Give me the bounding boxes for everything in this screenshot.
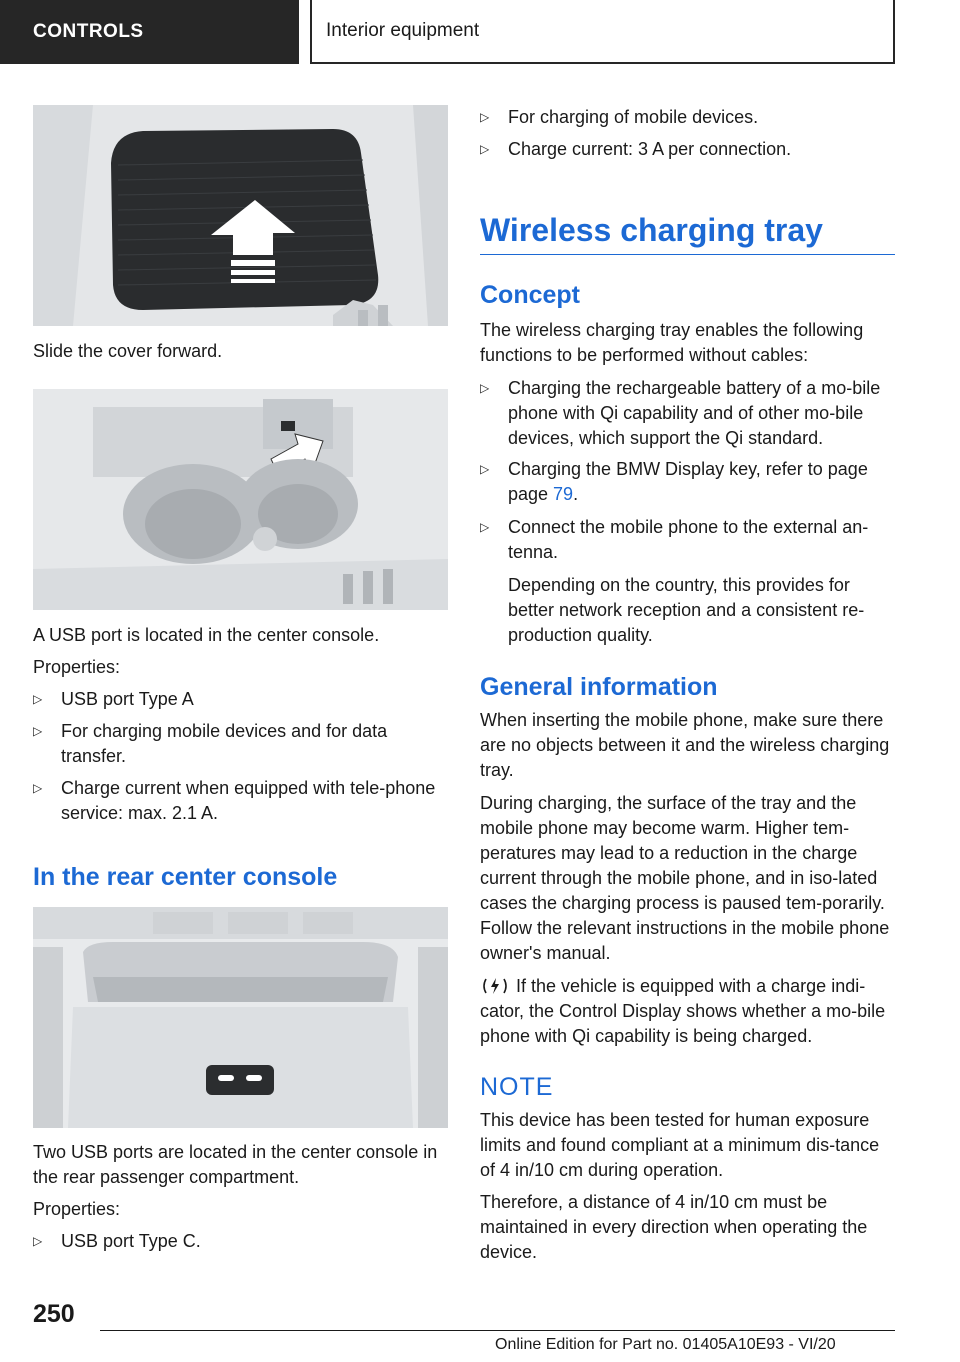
general-paragraph-2: During charging, the surface of the tray and the mobile phone may become warm. Higher tem‐peratures may lead to a reduction in the charge current through the mobile phone, and in iso‐lated cases the charging process is paused tem‐porarily. Follow the relevant instructions in the mobile phone owner's manual. bbox=[480, 793, 890, 963]
note-heading: NOTE bbox=[480, 1073, 554, 1101]
triangle-right-icon: ▷ bbox=[33, 692, 43, 706]
list-item: ▷ Charge current: 3 A per connection. bbox=[480, 137, 895, 162]
list-item: ▷ For charging mobile devices and for data transfer. bbox=[33, 721, 388, 766]
rear-console-heading: In the rear center console bbox=[33, 863, 338, 891]
triangle-right-icon: ▷ bbox=[480, 381, 490, 395]
wireless-charge-icon bbox=[480, 976, 510, 996]
properties-label: Properties: bbox=[33, 657, 121, 677]
list-item: ▷ Charging the rechargeable battery of a mo‐bile phone with Qi capability and of other mo‐bile devices, which support the Qi standard. bbox=[480, 378, 881, 448]
list-item: ▷ Connect the mobile phone to the external an‐tenna. Depending on the country, this provides for better network reception and a consistent re‐production quality. bbox=[480, 517, 869, 645]
console-cover-image bbox=[33, 105, 448, 326]
list-item: ▷ For charging of mobile devices. bbox=[480, 105, 895, 130]
list-item: ▷ Charge current when equipped with tele‐phone service: max. 2.1 A. bbox=[33, 778, 436, 823]
topic-title: Interior equipment bbox=[326, 20, 480, 41]
section-title: CONTROLS bbox=[33, 21, 144, 42]
concept-intro: The wireless charging tray enables the following functions to be performed without cables: bbox=[480, 320, 864, 365]
note-paragraph-1: This device has been tested for human exposure limits and found compliant at a minimum dis‐tance of 4 in/10 cm during operation. bbox=[480, 1110, 880, 1180]
page-number: 250 bbox=[33, 1300, 75, 1328]
footer-edition: Online Edition for Part no. 01405A10E93 - VI/20 bbox=[495, 1336, 836, 1353]
page-title: Wireless charging tray bbox=[480, 210, 895, 255]
general-info-heading: General information bbox=[480, 673, 718, 701]
triangle-right-icon: ▷ bbox=[480, 462, 490, 476]
topic-tab bbox=[310, 0, 895, 64]
caption-usb-location: A USB port is located in the center console. bbox=[33, 625, 380, 645]
caption-slide-cover: Slide the cover forward. bbox=[33, 341, 223, 361]
properties-label: Properties: bbox=[33, 1199, 121, 1219]
triangle-right-icon: ▷ bbox=[480, 142, 490, 156]
list-item: ▷ Charging the BMW Display key, refer to page page 79. bbox=[480, 459, 868, 504]
triangle-right-icon: ▷ bbox=[480, 110, 490, 124]
footer-divider bbox=[100, 1330, 895, 1331]
center-console-usb-image bbox=[33, 389, 448, 610]
triangle-right-icon: ▷ bbox=[480, 520, 490, 534]
section-tab bbox=[0, 0, 299, 64]
concept-heading: Concept bbox=[480, 281, 580, 309]
general-paragraph-3: If the vehicle is equipped with a charge indi‐cator, the Control Display shows whether a mo‐bile phone with Qi capability is being charged. bbox=[480, 976, 886, 1046]
list-item: ▷ USB port Type C. bbox=[33, 1229, 448, 1254]
rear-console-usb-image bbox=[33, 907, 448, 1128]
general-paragraph-1: When inserting the mobile phone, make sure there are no objects between it and the wireless charging tray. bbox=[480, 710, 890, 780]
triangle-right-icon: ▷ bbox=[33, 724, 43, 738]
caption-rear-usb: Two USB ports are located in the center console in the rear passenger compartment. bbox=[33, 1142, 438, 1187]
triangle-right-icon: ▷ bbox=[33, 781, 43, 795]
list-item: ▷ USB port Type A bbox=[33, 687, 448, 712]
triangle-right-icon: ▷ bbox=[33, 1234, 43, 1248]
page-link-79[interactable]: 79 bbox=[553, 484, 574, 504]
note-paragraph-2: Therefore, a distance of 4 in/10 cm must be maintained in every direction when operating the device. bbox=[480, 1192, 868, 1262]
